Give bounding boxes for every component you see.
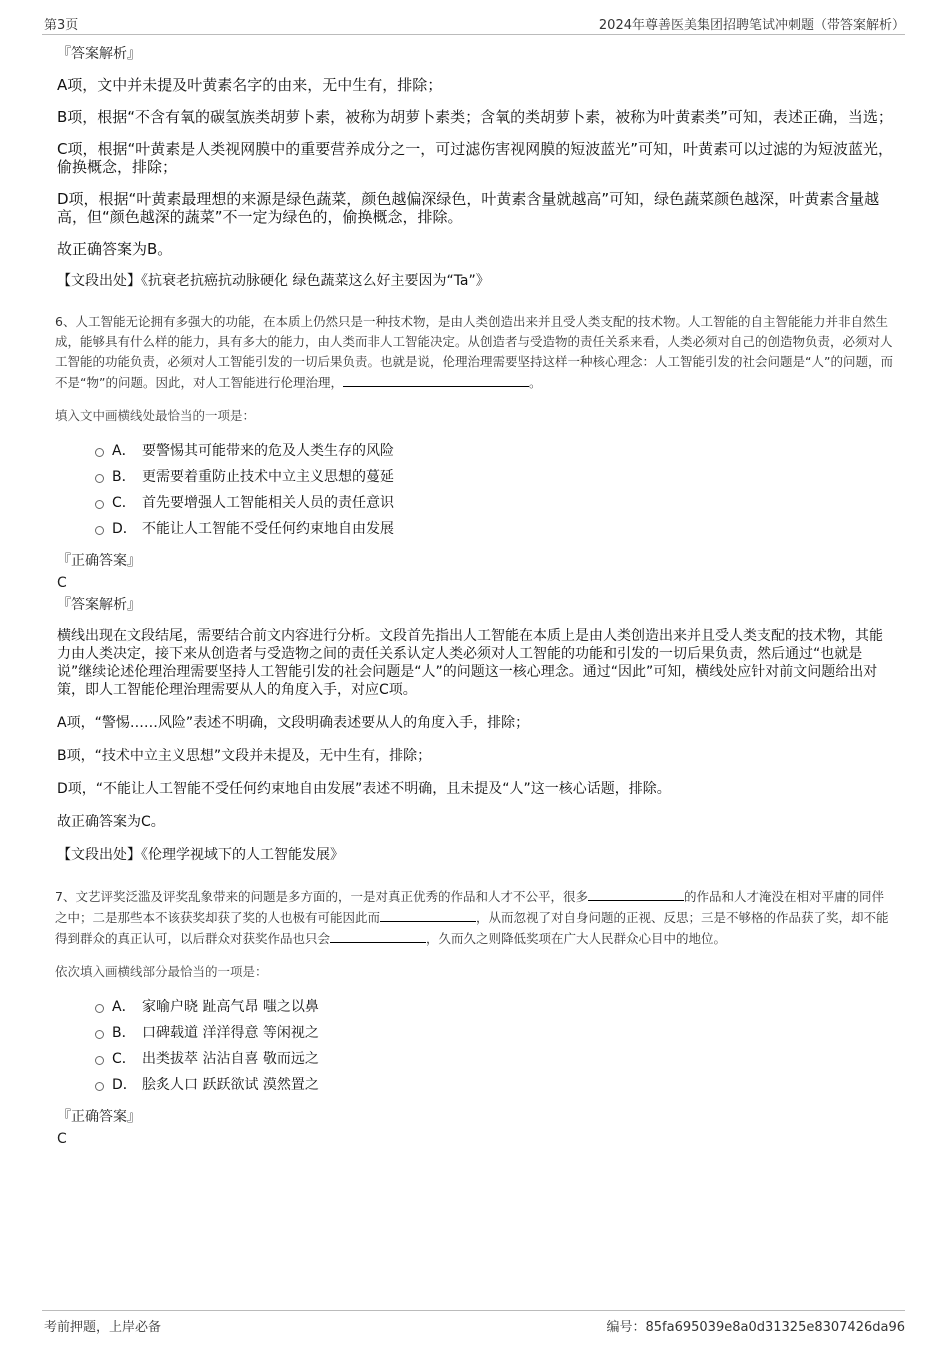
radio-icon[interactable] <box>95 1030 104 1039</box>
radio-icon[interactable] <box>95 474 104 483</box>
correct-answer-label: 『正确答案』 <box>57 1109 141 1125</box>
answer-blank <box>588 886 684 901</box>
question-7-stem: 7、文艺评奖泛滥及评奖乱象带来的问题是多方面的，一是对真正优秀的作品和人才不公平，很多 的作品和人才淹没在相对平庸的同伴之中；二是那些本不该获奖却获了奖的人也极有可能因此而 ，从而忽视了对自身问题的正视、反思；三是不够格的作品获了奖，却不能得到群众的真正认可，以后群众对获奖作品也只会 ，久而久之则降低奖项在广大人民群众心目中的地位。 <box>55 886 895 949</box>
footer-slogan: 考前押题，上岸必备 <box>44 1320 162 1335</box>
answer-blank <box>380 907 476 922</box>
question-prompt: 填入文中画横线处最恰当的一项是： <box>55 408 256 423</box>
page-content <box>55 44 895 1151</box>
radio-icon[interactable] <box>95 500 104 509</box>
option-a[interactable]: A． 家喻户晓 趾高气昂 嗤之以鼻 <box>95 993 895 1019</box>
page-header <box>42 12 905 35</box>
analysis-para: A项，文中并未提及叶黄素名字的由来，无中生有，排除； <box>57 76 443 94</box>
analysis-label: 『答案解析』 <box>57 46 141 62</box>
analysis-conclusion: 故正确答案为B。 <box>57 240 173 258</box>
option-b[interactable]: B． 口碑载道 洋洋得意 等闲视之 <box>95 1019 895 1045</box>
answer-blank <box>330 928 426 943</box>
analysis-para: D项，“不能让人工智能不受任何约束地自由发展”表述不明确，且未提及“人”这一核心话题，排除。 <box>57 781 671 797</box>
analysis-para: B项，“技术中立主义思想”文段并未提及，无中生有，排除； <box>57 748 432 764</box>
option-list <box>95 437 895 541</box>
analysis-para: B项，根据“不含有氧的碳氢族类胡萝卜素，被称为胡萝卜素类；含氧的类胡萝卜素，被称为叶黄素类”可知，表述正确，当选； <box>57 108 893 126</box>
answer-blank <box>343 372 529 387</box>
correct-answer: C <box>57 575 67 591</box>
radio-icon[interactable] <box>95 1004 104 1013</box>
option-d[interactable]: D． 脍炙人口 跃跃欲试 漠然置之 <box>95 1071 895 1097</box>
question-text: 6、人工智能无论拥有多强大的功能，在本质上仍然只是一种技术物，是由人类创造出来并且受人类支配的技术物。人工智能的自主智能能力并非自然生成，能够具有什么样的能力，具有多大的能力，由人类而非人工智能决定。从创造者与受造物的责任关系来看，人类必须对自己的创造物负责，必须对人工智能的功能负责，必须对人工智能引发的一切后果负责。也就是说，伦理治理需要坚持这样一种核心理念：人工智能引发的社会问题是“人”的问题，而不是“物”的问题。因此，对人工智能进行伦理治理， <box>55 314 893 390</box>
radio-icon[interactable] <box>95 1082 104 1091</box>
source-citation: 【文段出处】《抗衰老抗癌抗动脉硬化 绿色蔬菜这么好主要因为“Ta”》 <box>57 273 490 289</box>
correct-answer: C <box>57 1131 67 1147</box>
analysis-para: 横线出现在文段结尾，需要结合前文内容进行分析。文段首先指出人工智能在本质上是由人类创造出来并且受人类支配的技术物，其能力由人类决定，接下来从创造者与受造物之间的责任关系认定人类必须对人工智能的功能和引发的一切后果负责，然后通过“也就是说”继续论述伦理治理需要坚持人工智能引发的社会问题是“人”的问题这一核心理念。通过“因此”可知，横线处应针对前文问题给出对策，即人工智能伦理治理需要从人的角度入手，对应C项。 <box>57 628 883 698</box>
question-prompt: 依次填入画横线部分最恰当的一项是： <box>55 964 268 979</box>
analysis-conclusion: 故正确答案为C。 <box>57 814 165 830</box>
option-c[interactable]: C． 出类拔萃 沾沾自喜 敬而远之 <box>95 1045 895 1071</box>
page-number: 第3页 <box>44 18 79 33</box>
option-c[interactable]: C． 首先要增强人工智能相关人员的责任意识 <box>95 489 895 515</box>
option-b[interactable]: B． 更需要着重防止技术中立主义思想的蔓延 <box>95 463 895 489</box>
analysis-para: D项，根据“叶黄素最理想的来源是绿色蔬菜，颜色越偏深绿色，叶黄素含量就越高”可知，绿色蔬菜颜色越深，叶黄素含量越高，但“颜色越深的蔬菜”不一定为绿色的，偷换概念，排除。 <box>57 190 880 226</box>
document-id: 编号：85fa695039e8a0d31325e8307426da96 <box>606 1320 905 1335</box>
source-citation: 【文段出处】《伦理学视域下的人工智能发展》 <box>57 847 344 863</box>
question-end: 。 <box>528 375 542 390</box>
document-title: 2024年尊善医美集团招聘笔试冲刺题（带答案解析） <box>598 18 905 33</box>
option-d[interactable]: D． 不能让人工智能不受任何约束地自由发展 <box>95 515 895 541</box>
correct-answer-label: 『正确答案』 <box>57 553 141 569</box>
radio-icon[interactable] <box>95 448 104 457</box>
option-a[interactable]: A． 要警惕其可能带来的危及人类生存的风险 <box>95 437 895 463</box>
analysis-para: C项，根据“叶黄素是人类视网膜中的重要营养成分之一，可过滤伤害视网膜的短波蓝光”可知，叶黄素可以过滤的为短波蓝光，偷换概念，排除； <box>57 140 894 176</box>
page-footer <box>42 1310 905 1335</box>
option-list <box>95 993 895 1097</box>
analysis-label: 『答案解析』 <box>57 597 141 613</box>
radio-icon[interactable] <box>95 526 104 535</box>
radio-icon[interactable] <box>95 1056 104 1065</box>
analysis-para: A项，“警惕……风险”表述不明确，文段明确表述要从人的角度入手，排除； <box>57 715 530 731</box>
question-6-stem <box>55 312 895 393</box>
